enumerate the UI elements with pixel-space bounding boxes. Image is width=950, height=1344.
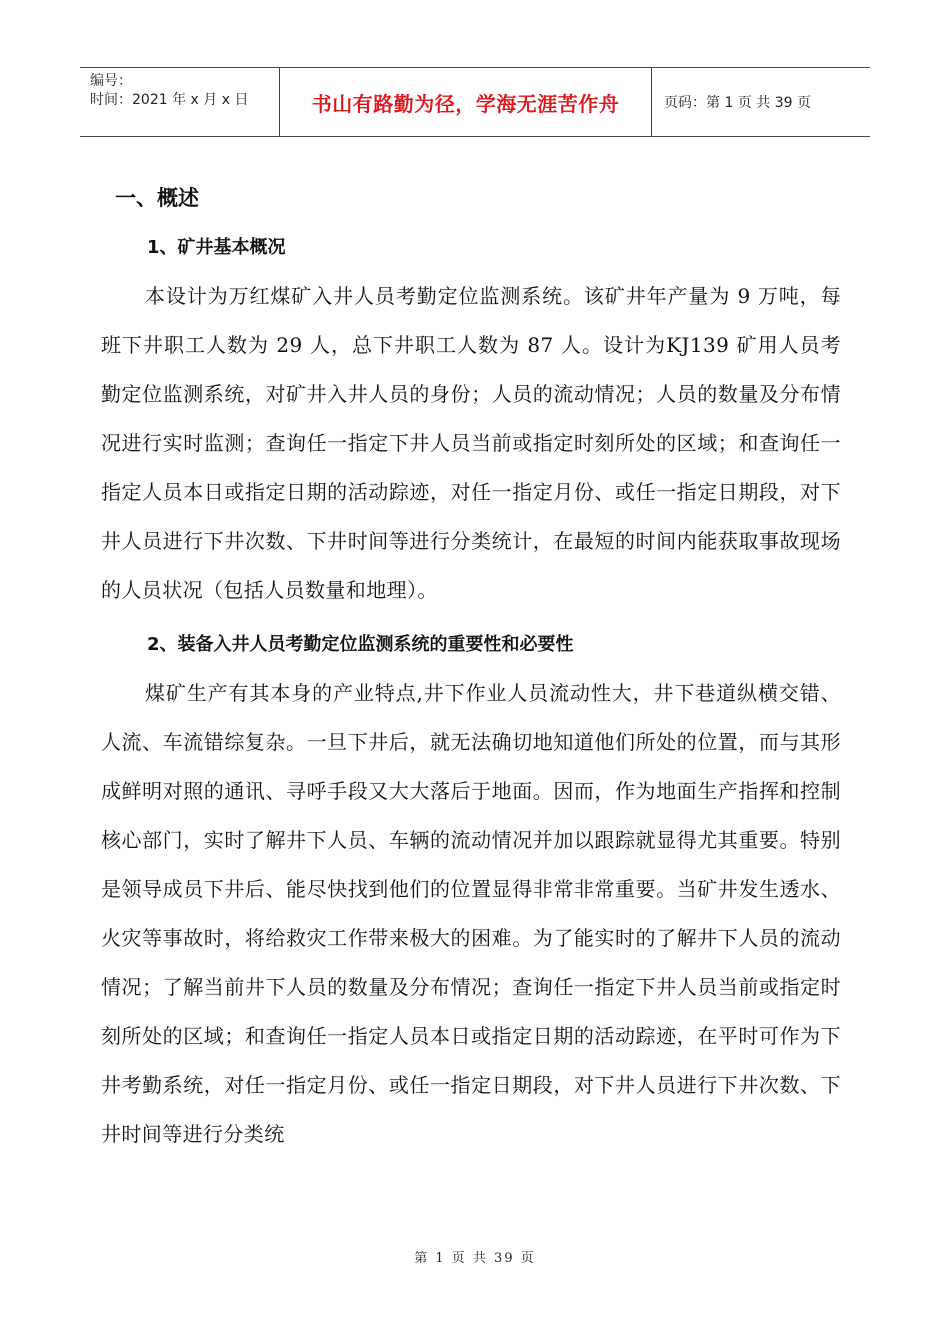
section-title: 一、概述 <box>115 186 199 210</box>
subsection-title-1: 1、矿井基本概况 <box>147 237 286 258</box>
paragraph-1: 本设计为万红煤矿入井人员考勤定位监测系统。该矿井年产量为 9 万吨，每班下井职工人数为 29 人，总下井职工人数为 87 人。设计为KJ139 矿用人员考勤定位监测系统，对矿井入井人员的身份；人员的流动情况；人员的数量及分布情况进行实时监测；查询任一指定下井人员当前或指定时刻所处的区域；和查询任一指定人员本日或指定日期的活动踪迹，对任一指定月份、或任一指定日期段，对下井人员进行下井次数、下井时间等进行分类统计，在最短的时间内能获取事故现场的人员状况（包括人员数量和地理）。 <box>101 284 841 602</box>
page-footer: 第 1 页 共 39 页 <box>414 1251 536 1266</box>
paragraph-2: 煤矿生产有其本身的产业特点,井下作业人员流动性大，井下巷道纵横交错、人流、车流错综复杂。一旦下井后，就无法确切地知道他们所处的位置，而与其形成鲜明对照的通讯、寻呼手段又大大落后于地面。因而，作为地面生产指挥和控制核心部门，实时了解井下人员、车辆的流动情况并加以跟踪就显得尤其重要。特别是领导成员下井后、能尽快找到他们的位置显得非常非常重要。当矿井发生透水、火灾等事故时，将给救灾工作带来极大的困难。为了能实时的了解井下人员的流动情况；了解当前井下人员的数量及分布情况；查询任一指定下井人员当前或指定时刻所处的区域；和查询任一指定人员本日或指定日期的活动踪迹，在平时可作为下井考勤系统，对任一指定月份、或任一指定日期段，对下井人员进行下井次数、下井时间等进行分类统 <box>101 681 841 1146</box>
subsection-title-2: 2、装备入井人员考勤定位监测系统的重要性和必要性 <box>147 634 574 655</box>
document-date-label: 时间：2021 年 x 月 x 日 <box>90 92 249 108</box>
document-header <box>80 67 870 137</box>
header-page-info: 页码：第 1 页 共 39 页 <box>664 95 811 111</box>
header-motto: 书山有路勤为径，学海无涯苦作舟 <box>280 68 652 136</box>
header-meta <box>80 68 280 136</box>
document-number-label: 编号： <box>90 73 132 89</box>
